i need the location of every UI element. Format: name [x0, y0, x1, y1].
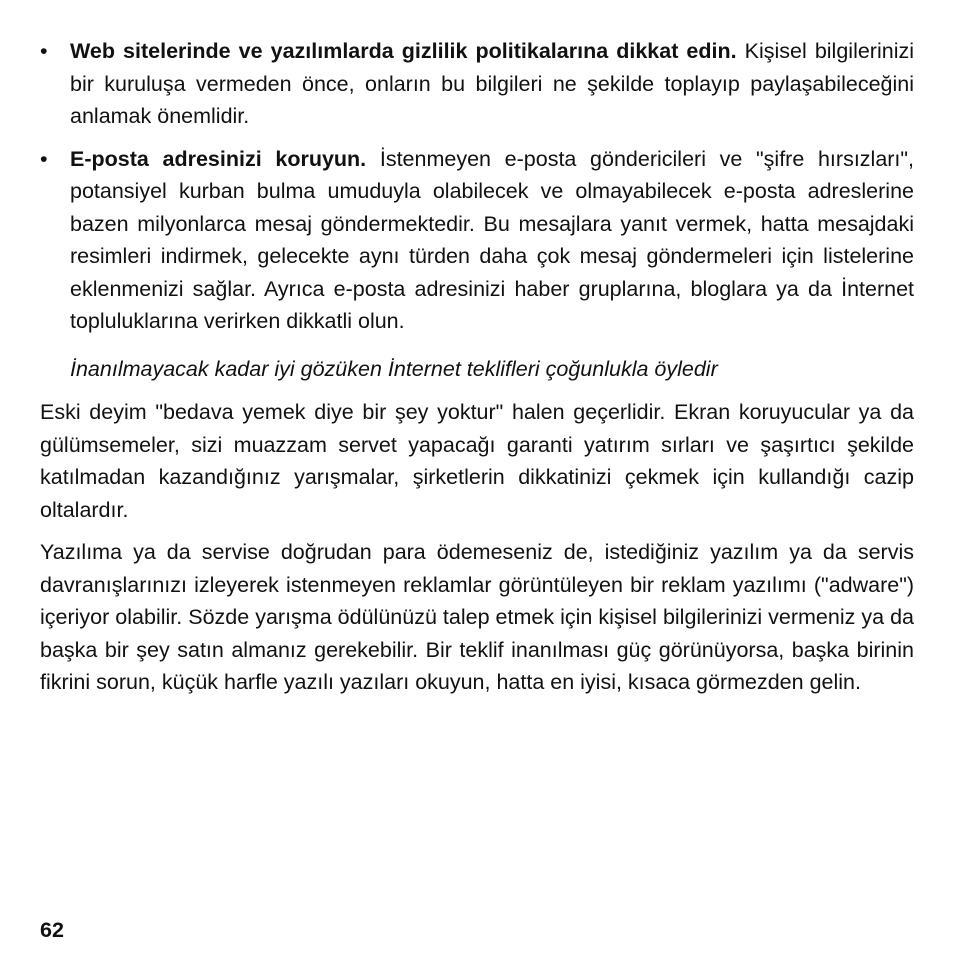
page-number: 62: [40, 918, 64, 942]
bullet-icon: •: [40, 39, 48, 63]
bullet-item-protect-email: [40, 143, 914, 338]
body-paragraph: Eski deyim "bedava yemek diye bir şey yoktur" halen geçerlidir. Ekran koruyucular ya da gülümsemeler, sizi muazzam servet yapacağı garanti yatırım sırları ve şaşırtıcı şekilde katılmadan kazandığınız yarışmalar, şirketlerin dikkatinizi çekmek için kullandığı cazip oltalardır.: [40, 400, 914, 522]
bullet-text: İstenmeyen e-posta göndericileri ve "şifre hırsızları", potansiyel kurban bulma umuduyla olabilecek ve olmayabilecek e-posta adreslerine bazen milyonlarca mesaj göndermektedir. Bu mesajlara yanıt vermek, hatta mesajdaki resimleri indirmek, gelecekte aynı türden daha çok mesaj göndermeleri için listelerine eklenmenizi sağlar. Ayrıca e-posta adresinizi haber gruplarına, bloglara ya da İnternet topluluklarına verirken dikkatli olun.: [70, 146, 915, 333]
bullet-item-privacy-policies: [40, 35, 914, 133]
bullet-list: [40, 35, 914, 338]
section-subheading: İnanılmayacak kadar iyi gözüken İnternet teklifleri çoğunlukla öyledir: [70, 356, 718, 381]
bullet-title: Web sitelerinde ve yazılımlarda gizlilik politikalarına dikkat edin.: [70, 39, 737, 63]
bullet-text: Kişisel bilgilerinizi bir kuruluşa vermeden önce, onların bu bilgileri ne şekilde toplayıp paylaşabileceğini anlamak önemlidir.: [70, 39, 914, 128]
bullet-title: E-posta adresinizi koruyun.: [70, 146, 367, 171]
bullet-icon: •: [40, 146, 48, 171]
body-paragraph: Yazılıma ya da servise doğrudan para ödemeseniz de, istediğiniz yazılım ya da servis davranışlarınızı izleyerek istenmeyen reklamlar görüntüleyen bir reklam yazılımı ("adware") içeriyor olabilir. Sözde yarışma ödülünüzü talep etmek için kişisel bilgilerinizi vermeniz ya da başka bir şey satın almanız gerekebilir. Bir teklif inanılması güç görünüyorsa, başka birinin fikrini sorun, küçük harfle yazılı yazıları okuyun, hatta en iyisi, kısaca görmezden gelin.: [40, 540, 914, 694]
page-content: [40, 35, 914, 709]
